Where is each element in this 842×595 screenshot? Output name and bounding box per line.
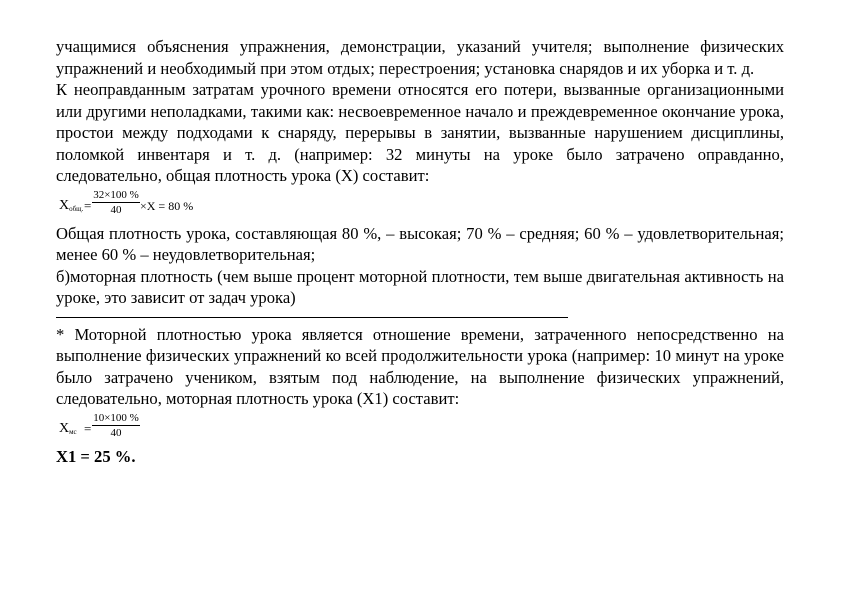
formula-fraction bbox=[92, 412, 140, 440]
formula-denominator: 40 bbox=[110, 426, 122, 439]
paragraph-intro: учащимися объяснения упражнения, демонстрации, указаний учителя; выполнение физических упражнений и необходимый при этом отдых; перестроения; установка снарядов и их уборка и т. д. bbox=[56, 37, 784, 78]
formula-equals: = bbox=[84, 420, 92, 436]
formula-variable: $Х_{мс}$ bbox=[59, 420, 77, 436]
document-page bbox=[56, 36, 784, 467]
paragraph-footnote: * Моторной плотностью урока является отношение времени, затраченного непосредственно на выполнение физических упражнений ко всей продолжительности урока (например: 10 минут на уроке было затрачено учеником, взятым под наблюдение, на выполнение физических упражнений, следовательно, моторная плотность урока (Х1) составит: bbox=[56, 324, 784, 408]
formula-equals: = bbox=[84, 197, 92, 213]
formula-numerator: 10×100 % bbox=[93, 411, 139, 424]
paragraph-unjustified-time: К неоправданным затратам урочного времени относятся его потери, вызванные организационными или другими неполадками, такими как: несвоевременное начало и преждевременное окончание урока, простои между подходами к снаряду, перерывы в занятии, вызванные нарушением дисциплины, поломкой инвентаря и т. д. (например: 32 минуты на уроке было затрачено оправданно, следовательно, общая плотность урока (Х) составит: bbox=[56, 80, 784, 185]
formula-denominator: 40 bbox=[110, 203, 122, 216]
formula-fraction bbox=[92, 189, 140, 217]
paragraph-density-levels: Общая плотность урока, составляющая 80 %, – высокая; 70 % – средняя; 60 % – удовлетворительная; менее 60 % – неудовлетворительная; bbox=[56, 223, 784, 264]
formula-result: ×Х = 80 % bbox=[140, 198, 194, 213]
paragraph-motor-density: б)моторная плотность (чем выше процент моторной плотности, тем выше двигательная активность на уроке, это зависит от задач урока) bbox=[56, 266, 784, 307]
formula-motor-result: Х1 = 25 %. bbox=[56, 446, 136, 466]
formula-numerator: 32×100 % bbox=[93, 188, 139, 201]
formula-variable: $Х_{общ.}$ bbox=[59, 197, 84, 213]
formula-total-density bbox=[56, 187, 784, 223]
formula-motor-density bbox=[56, 410, 784, 446]
footnote-divider bbox=[56, 317, 568, 318]
